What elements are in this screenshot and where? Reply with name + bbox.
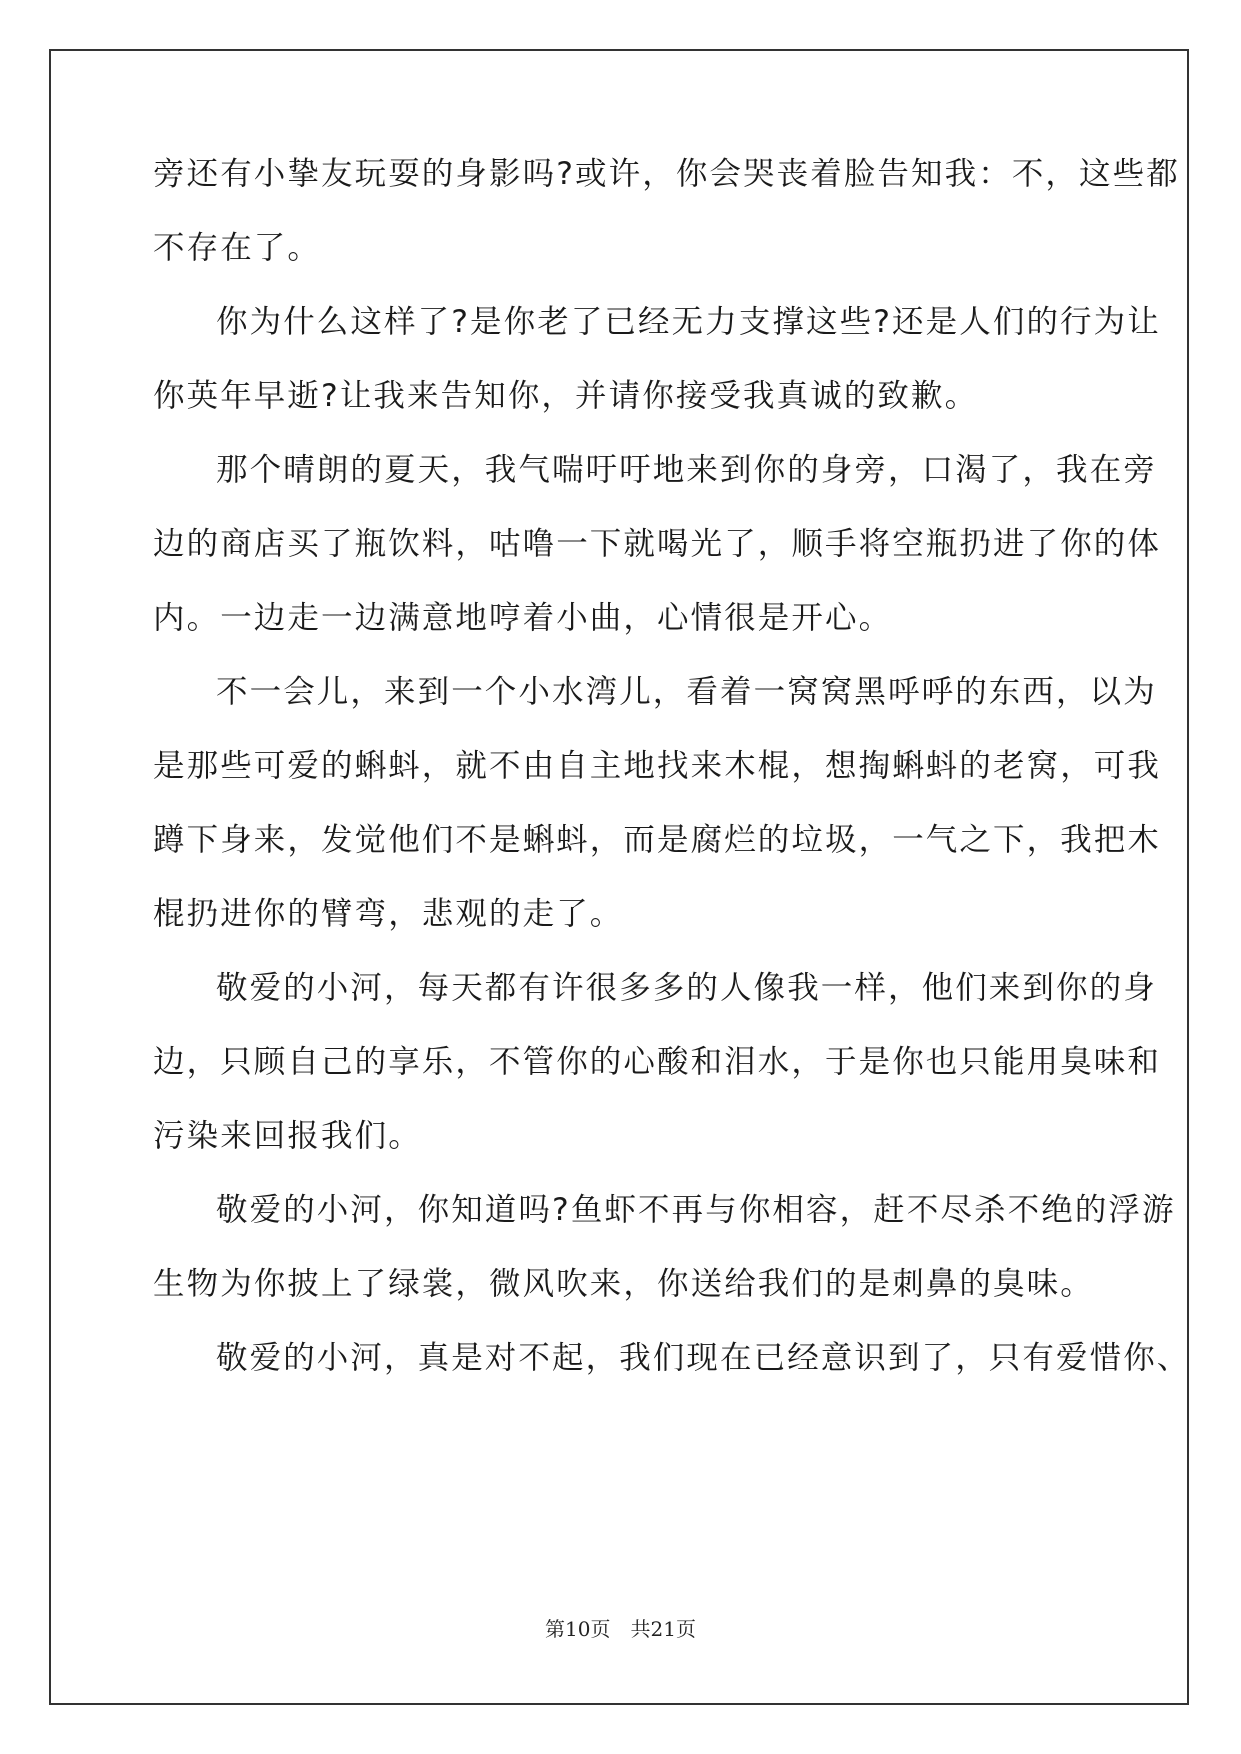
paragraph-start-line: 你为什么这样了?是你老了已经无力支撑这些?还是人们的行为让 (216, 304, 1161, 340)
text-line: 不存在了。 (153, 230, 322, 266)
text-line: 你英年早逝?让我来告知你，并请你接受我真诚的致歉。 (153, 378, 979, 414)
page-number-footer: 第10页 共21页 (545, 1617, 696, 1641)
text-line: 旁还有小挚友玩耍的身影吗?或许，你会哭丧着脸告知我：不，这些都 (153, 156, 1180, 192)
text-line: 内。一边走一边满意地哼着小曲，心情很是开心。 (153, 600, 893, 636)
page-border (49, 49, 1189, 1705)
paragraph-start-line: 敬爱的小河，每天都有许很多多的人像我一样，他们来到你的身 (216, 970, 1157, 1006)
paragraph-start-line: 不一会儿，来到一个小水湾儿，看着一窝窝黑呼呼的东西，以为 (216, 674, 1157, 710)
text-line: 边的商店买了瓶饮料，咕噜一下就喝光了，顺手将空瓶扔进了你的体 (153, 526, 1162, 562)
paragraph-start-line: 敬爱的小河，真是对不起，我们现在已经意识到了，只有爱惜你、 (216, 1340, 1191, 1376)
text-line: 污染来回报我们。 (153, 1118, 422, 1154)
text-line: 棍扔进你的臂弯，悲观的走了。 (153, 896, 624, 932)
text-line: 是那些可爱的蝌蚪，就不由自主地找来木棍，想掏蝌蚪的老窝，可我 (153, 748, 1162, 784)
text-line: 生物为你披上了绿裳，微风吹来，你送给我们的是刺鼻的臭味。 (153, 1266, 1094, 1302)
paragraph-start-line: 敬爱的小河，你知道吗?鱼虾不再与你相容，赶不尽杀不绝的浮游 (216, 1192, 1176, 1228)
paragraph-start-line: 那个晴朗的夏天，我气喘吁吁地来到你的身旁，口渴了，我在旁 (216, 452, 1157, 488)
text-line: 蹲下身来，发觉他们不是蝌蚪，而是腐烂的垃圾，一气之下，我把木 (153, 822, 1162, 858)
text-line: 边，只顾自己的享乐，不管你的心酸和泪水，于是你也只能用臭味和 (153, 1044, 1162, 1080)
